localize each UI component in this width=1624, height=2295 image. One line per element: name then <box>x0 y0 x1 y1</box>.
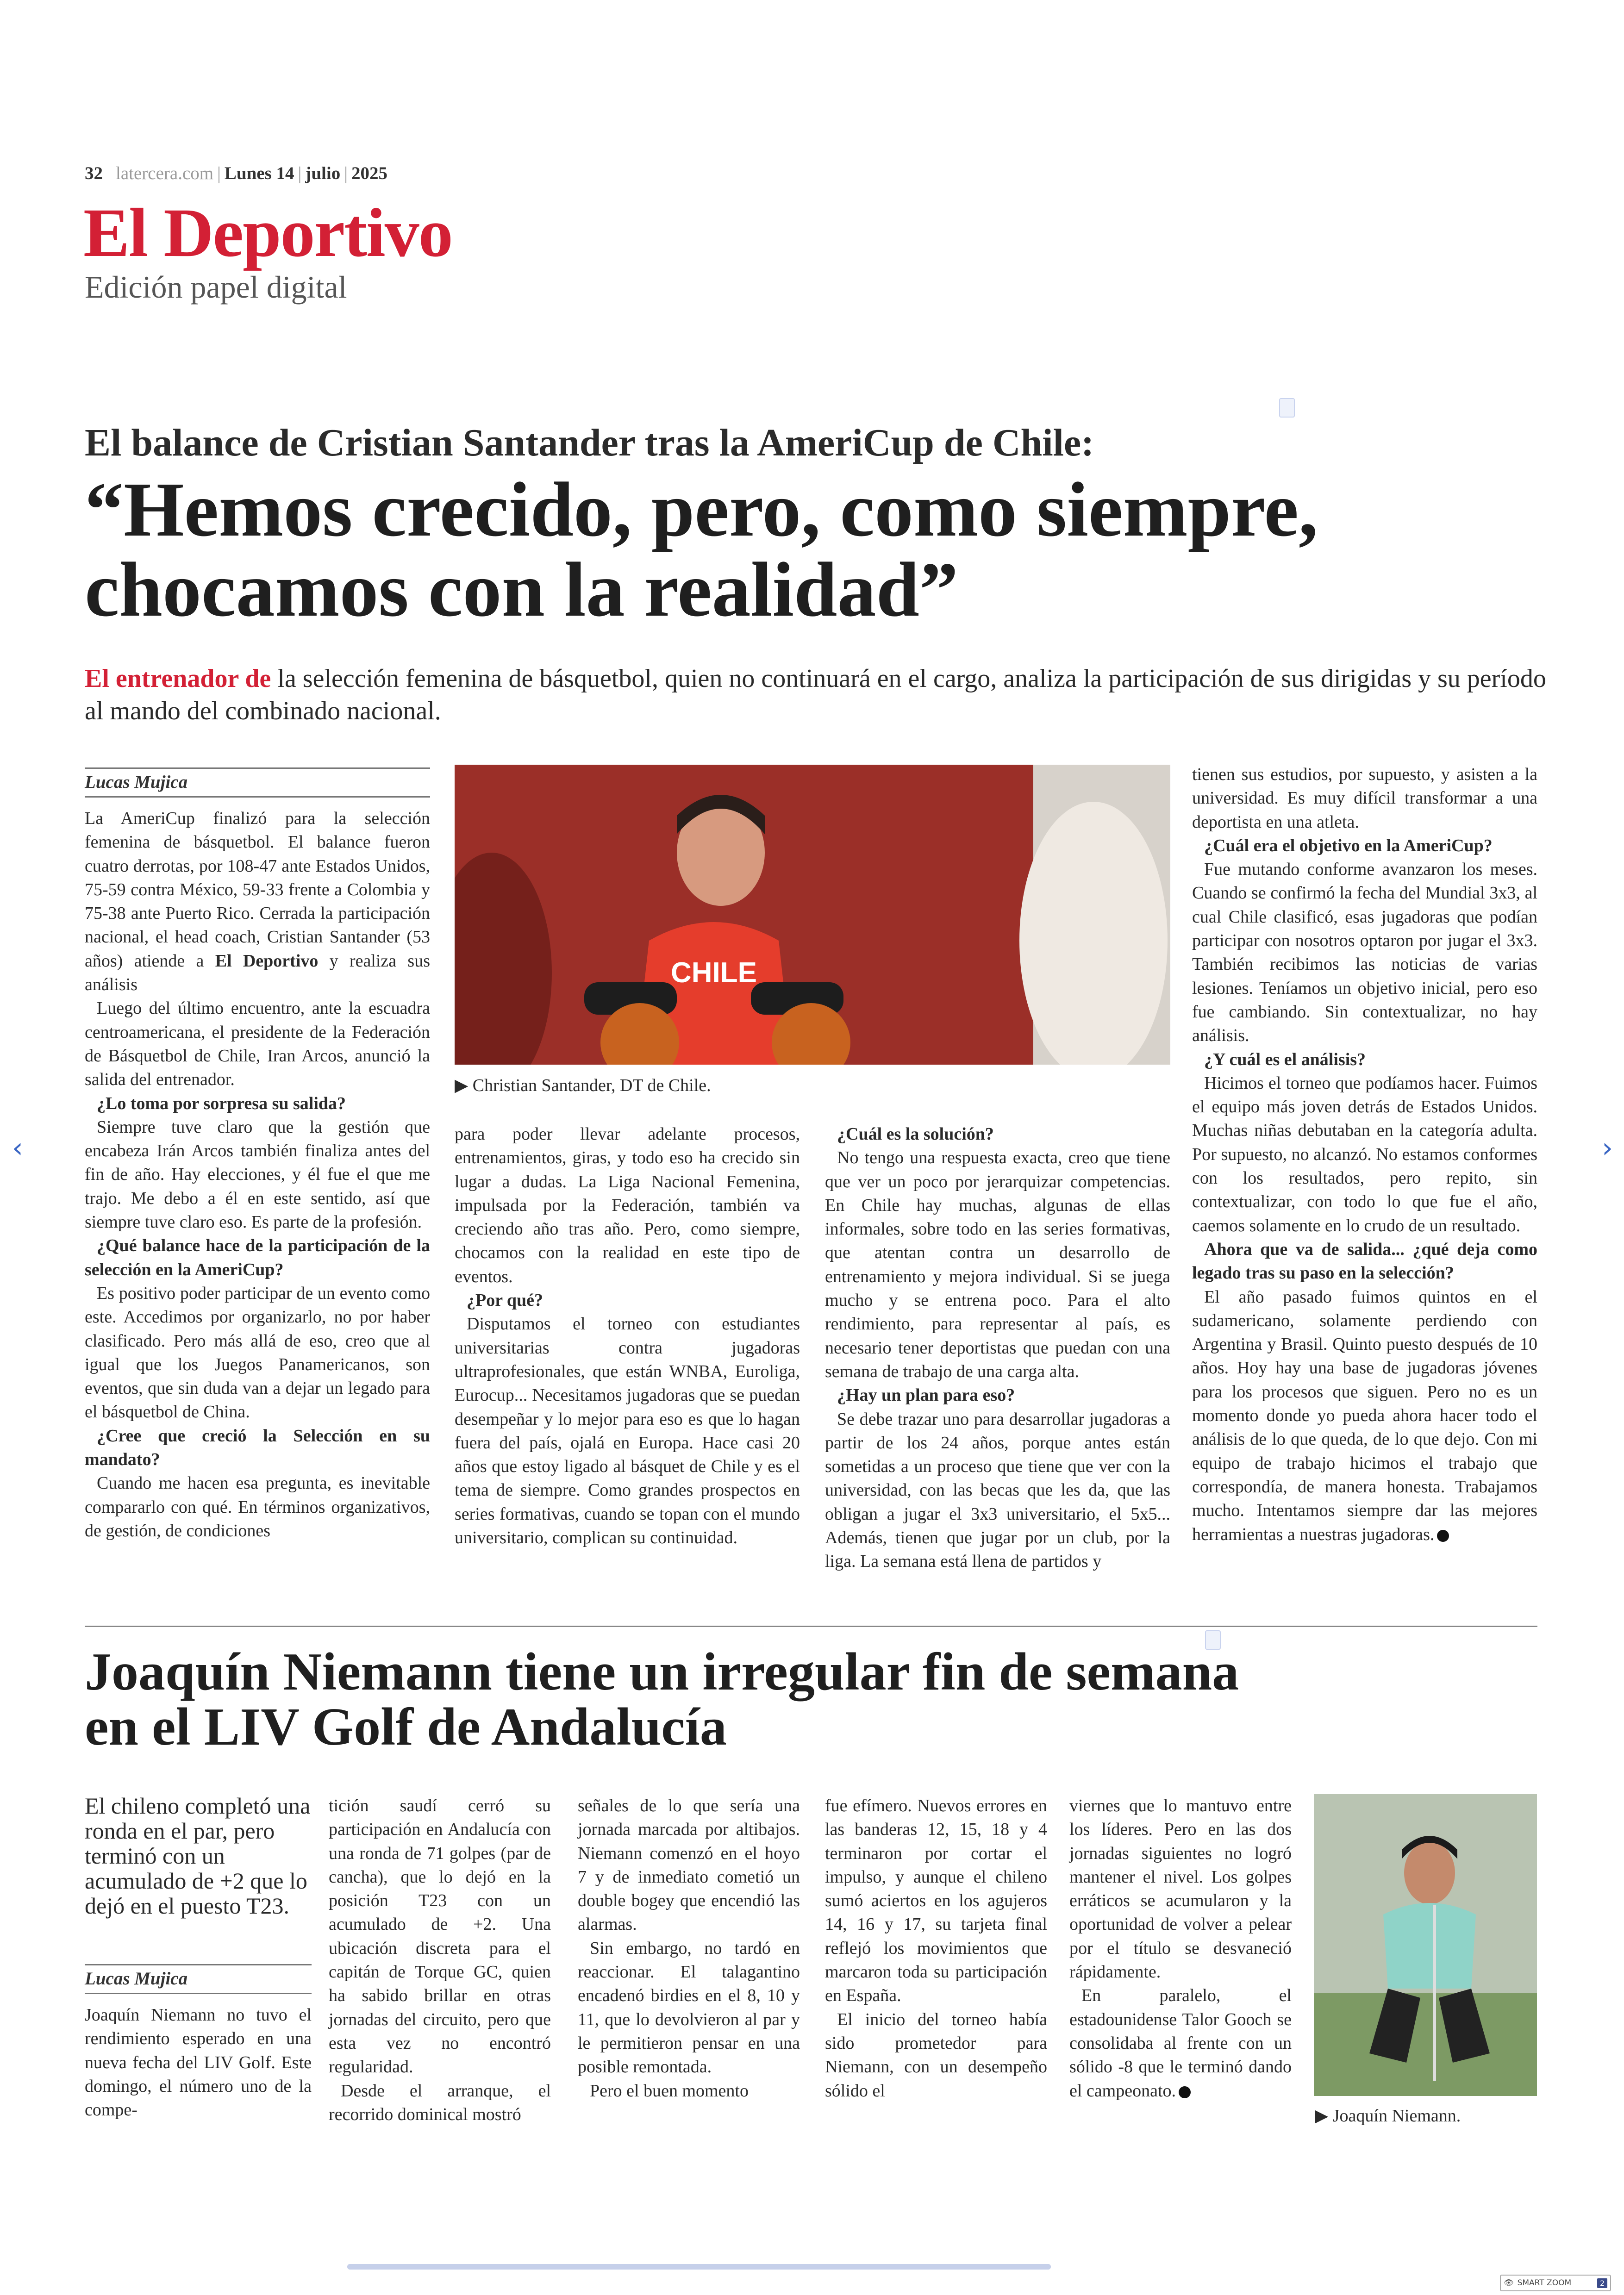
coach-photo-caption-text: Christian Santander, DT de Chile. <box>472 1076 711 1095</box>
smart-zoom-button[interactable] <box>1500 2275 1611 2291</box>
article1-col3-text <box>825 1123 1170 1574</box>
paragraph: Se debe trazar uno para desarrollar jugadoras a partir de los 24 años, porque antes están sometidas a un proceso que tiene que ver con la universidad, con las becas que les da, que las obligan a jugar el 3x3 universitario, el 5x5... Además, tienen que jugar por un club, por la liga. La semana está llena de partidos y <box>825 1409 1170 1572</box>
article1-byline: Lucas Mujica <box>85 772 188 792</box>
paragraph: Hicimos el torneo que podíamos hacer. Fuimos el equipo más joven detrás de Estados Unidos. Muchas niñas debutaban en la categoría adulta. Por supuesto, no alcanzó. No estamos conformes con los resultados, pero repito, sin contextualizar, con todo lo que fue el año, caemos solamente en lo crudo de un resultado. <box>1192 1073 1537 1235</box>
paragraph: Siempre tuve claro que la gestión que encabeza Irán Arcos también finaliza antes del fin de año. Hay elecciones, y él fue el que me trajo. Me debo a él en este sentido, así que siempre tuve claro eso. Es parte de la profesión. <box>85 1117 430 1232</box>
date-day: Lunes 14 <box>224 163 294 183</box>
paragraph: fue efímero. Nuevos errores en las banderas 12, 15, 18 y 4 terminaron por cortar el impulso, y aunque el chileno sumó aciertos en los agujeros 14, 16 y 17, su tarjeta final reflejó los movimientos que marcaron toda su participación en España. <box>825 1796 1047 2006</box>
coach-photo <box>455 765 1170 1065</box>
article1-lead-rest: la selección femenina de básquetbol, quien no continuará en el cargo, analiza la participación de sus dirigidas y su período al mando del combinado nacional. <box>85 664 1546 725</box>
article2-col1-paragraph: Joaquín Niemann no tuvo el rendimiento esperado en una nueva fecha del LIV Golf. Este domingo, el número uno de la compe- <box>85 2005 312 2120</box>
question: ¿Cuál era el objetivo en la AmeriCup? <box>1204 836 1493 855</box>
paragraph: Pero el buen momento <box>590 2081 749 2101</box>
date-month: julio <box>305 163 341 183</box>
caption-arrow-icon: ▶ <box>1315 2106 1333 2126</box>
article2-column-1 <box>85 1964 312 2122</box>
question: ¿Y cuál es el análisis? <box>1204 1049 1366 1069</box>
coach-photo-caption <box>455 1075 711 1096</box>
article2-col2-text <box>329 1794 551 2127</box>
previous-page-icon[interactable]: ‹ <box>12 1132 23 1164</box>
smart-zoom-label: SMART ZOOM <box>1517 2278 1572 2288</box>
golfer-photo-caption <box>1315 2105 1461 2126</box>
smart-zoom-page: 2 <box>1597 2278 1607 2288</box>
page-number: 32 <box>85 163 103 183</box>
paragraph: para poder llevar adelante procesos, entrenamientos, giras, y todo eso ha crecido sin lugar a dudas. La Liga Nacional Femenina, impulsada por la Federación, también va creciendo año tras año. Pero, como siempre, chocamos con la realidad en este tipo de eventos. <box>455 1124 800 1286</box>
paragraph: tienen sus estudios, por supuesto, y asisten a la universidad. Es muy difícil transformar a una deportista en una atleta. <box>1192 765 1537 832</box>
article1-lead-highlight: El entrenador de <box>85 664 271 693</box>
paragraph: tición saudí cerró su participación en Andalucía con una ronda de 71 golpes (par de cancha), que lo dejó en la posición T23 con un acumulado de +2. Una ubicación discreta para el capitán de Torque GC, quien ha sabido brillar en otras jornadas del circuito, pero que esta vez no encontró regularidad. <box>329 1796 551 2077</box>
paragraph: En paralelo, el estadounidense Talor Gooch se consolidaba al frente con un sólido -8 que le terminó dando el campeonato. <box>1069 1986 1292 2101</box>
scrollbar-thumb[interactable] <box>347 2264 1051 2270</box>
article2-col3-text <box>578 1794 800 2103</box>
golfer-photo <box>1314 1794 1537 2096</box>
coach-photo-illustration <box>455 765 1170 1065</box>
question: ¿Cree que creció la Selección en su mandato? <box>85 1426 430 1470</box>
article1-col2-text <box>455 1123 800 1550</box>
paragraph: Luego del último encuentro, ante la escuadra centroamericana, el presidente de la Federación de Básquetbol de Chile, Iran Arcos, anunció la salida del entrenador. <box>85 998 430 1090</box>
question: ¿Lo toma por sorpresa su salida? <box>97 1093 346 1113</box>
end-mark-icon <box>1437 1530 1449 1542</box>
article-marker-icon[interactable] <box>1279 398 1295 418</box>
caption-arrow-icon: ▶ <box>455 1076 473 1095</box>
paragraph: Es positivo poder participar de un evento como este. Accedimos por organizarlo, no por haber clasificado. Pero más allá de eso, creo que al igual que los Juegos Panamericanos, son eventos, que sin duda van a dejar un legado para el básquetbol de China. <box>85 1283 430 1422</box>
publication-brand: El Deportivo <box>83 194 452 271</box>
page-scrollbar[interactable] <box>347 2264 1051 2270</box>
article1-kicker: El balance de Cristian Santander tras la AmeriCup de Chile: <box>85 421 1094 464</box>
article2-col1-text <box>85 2003 312 2122</box>
site-name: latercera.com <box>116 163 214 183</box>
question: Ahora que va de salida... ¿qué deja como legado tras su paso en la selección? <box>1192 1239 1537 1283</box>
article1-col4-text <box>1192 763 1537 1547</box>
article1-column-1 <box>85 767 430 1543</box>
paragraph: viernes que lo mantuvo entre los líderes. Pero en las dos jornadas siguientes no logró mantener el nivel. Los golpes erráticos se acumularon y la oportunidad de volver a pelear por el título se desvaneció rápidamente. <box>1069 1796 1292 1982</box>
paragraph: Cuando me hacen esa pregunta, es inevitable compararlo con qué. En términos organizativos, de gestión, de condiciones <box>85 1473 430 1540</box>
page-header-line: 32 latercera.com | Lunes 14 | julio | 2025 <box>85 163 388 183</box>
jersey-text: CHILE <box>671 957 757 989</box>
eye-icon: 👁 <box>1504 2278 1514 2288</box>
article2-headline: Joaquín Niemann tiene un irregular fin de semana en el LIV Golf de Andalucía <box>85 1642 1239 1757</box>
golfer-photo-illustration <box>1314 1794 1537 2096</box>
golfer-photo-caption-text: Joaquín Niemann. <box>1332 2106 1461 2126</box>
article1-headline: “Hemos crecido, pero, como siempre, chocamos con la realidad” <box>85 467 1318 633</box>
paragraph: Desde el arranque, el recorrido dominical mostró <box>329 2081 551 2124</box>
paragraph: Fue mutando conforme avanzaron los meses. Cuando se confirmó la fecha del Mundial 3x3, al cual Chile clasificó, esas jugadoras que podían participar con nosotros optaron por jugar el 3x3. También recibimos las noticias de varias lesiones. Teníamos un objetivo inicial, pero eso fue cambiando. Sin contextualizar, no hay análisis. <box>1192 860 1537 1046</box>
paragraph: El inicio del torneo había sido prometedor para Niemann, con un desempeño sólido el <box>825 2009 1047 2101</box>
paragraph: El año pasado fuimos quintos en el sudamericano, solamente perdiendo con Argentina y Brasil. Quinto puesto después de 10 años. Hoy hay una base de jugadoras jóvenes para los procesos que siguen. Pero no es un momento donde yo pueda ahora hacer todo el análisis de lo que queda, de lo que dejo. Con mi equipo de trabajo hicimos el trabajo que correspondía, de manera honesta. Trabajamos mucho. Intentamos siempre dar las mejores herramientas a nuestras jugadoras. <box>1192 1287 1537 1544</box>
question: ¿Por qué? <box>467 1291 543 1310</box>
next-page-icon[interactable]: › <box>1602 1132 1613 1164</box>
date-year: 2025 <box>351 163 388 183</box>
article2-col4-text <box>825 1794 1047 2103</box>
edition-label: Edición papel digital <box>85 269 347 305</box>
end-mark-icon <box>1179 2086 1191 2098</box>
paragraph: Disputamos el torneo con estudiantes universitarias contra jugadoras ultraprofesionales, que están WNBA, Euroliga, Eurocup... Necesitamos jugadoras que se puedan desempeñar y lo mejor para eso es que lo hagan fuera del país, ojalá en Europa. Hace casi 20 años que estoy ligado al básquet de Chile y es el tema de siempre. Como grandes prospectos en series formativas, cuando se topan con el mundo universitario, complican su continuidad. <box>455 1314 800 1548</box>
article2-col5-text <box>1069 1794 1292 2103</box>
article2-summary: El chileno completó una ronda en el par, pero terminó con un acumulado de +2 que lo dejó en el puesto T23. <box>85 1793 311 1919</box>
article1-lead <box>85 662 1548 727</box>
paragraph: No tengo una respuesta exacta, creo que tiene que ver un poco por jerarquizar competencias. En Chile hay muchas, algunas de ellas informales, sobre todo en las series formativas, que atentan contra un desarrollo de entrenamiento y mejora individual. Si se juega mucho y se entrena poco. Para el alto rendimiento, para representar al país, es necesario tener deportistas que puedan con una semana de trabajo de una carga alta. <box>825 1148 1170 1381</box>
question: ¿Qué balance hace de la participación de la selección en la AmeriCup? <box>85 1236 430 1279</box>
paragraph: señales de lo que sería una jornada marcada por altibajos. Niemann comenzó en el hoyo 7 y de inmediato cometió un double bogey que encendió las alarmas. <box>578 1796 800 1934</box>
question: ¿Cuál es la solución? <box>837 1124 994 1144</box>
article1-col1-text <box>85 807 430 1543</box>
article2-byline: Lucas Mujica <box>85 1969 188 1989</box>
paragraph: Sin embargo, no tardó en reaccionar. El talagantino encadenó birdies en el 8, 10 y 11, que lo devolvieron al par y le permitieron pensar en una posible remontada. <box>578 1938 800 2077</box>
question: ¿Hay un plan para eso? <box>837 1385 1015 1405</box>
publication-mention: El Deportivo <box>215 951 319 971</box>
paragraph: La AmeriCup finalizó para la selección femenina de básquetbol. El balance fueron cuatro derrotas, por 108-47 ante Estados Unidos, 75-59 contra México, 59-33 frente a Colombia y 75-38 ante Puerto Rico. Cerrada la participación nacional, el head coach, Cristian Santander (53 años) atiende a El Deportivo y realiza sus análisis <box>85 809 430 995</box>
section-divider <box>85 1626 1537 1627</box>
